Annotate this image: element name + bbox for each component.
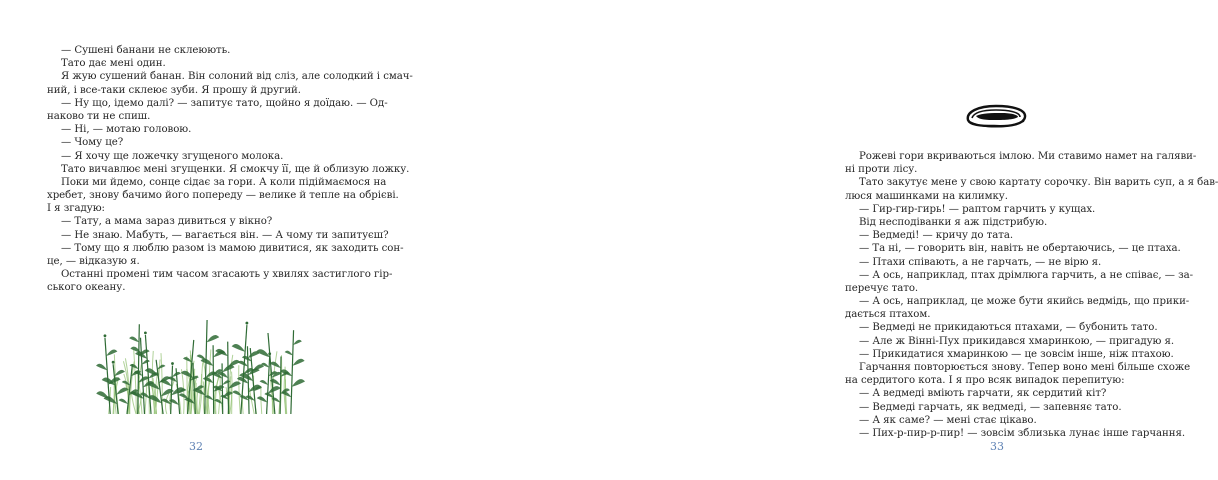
grass-blade xyxy=(239,365,240,414)
grass-stem xyxy=(291,330,294,414)
grass-leaf xyxy=(292,379,305,387)
text-line: — Чому це? xyxy=(61,137,124,149)
grass-seed xyxy=(112,361,115,364)
text-line: — Птахи співають, а не гарчать, — не вірю я. xyxy=(859,256,1102,268)
grass-leaf xyxy=(260,380,269,385)
grass-leaf xyxy=(232,344,245,352)
text-line: на сердитого кота. І я про всяк випадок перепитую: xyxy=(845,375,1125,387)
grass-leaf xyxy=(119,399,128,404)
grass-leaf xyxy=(96,364,107,370)
grass-seed xyxy=(245,322,248,325)
grass-leaf xyxy=(114,370,125,376)
text-line: — Гир-гир-гирь! — раптом гарчить у кущах. xyxy=(859,203,1096,215)
grass-stem xyxy=(228,342,229,414)
page-number-right: 33 xyxy=(990,440,1004,453)
grass-stem xyxy=(213,345,214,414)
text-line: — Ведмеді! — кричу до тата. xyxy=(859,230,1014,242)
text-line: — А ось, наприклад, птах дрімлюга гарчить, а не співає, — за- xyxy=(859,269,1193,281)
text-line: Тато вичавлює мені згущенки. Я смокчу її, ще й облизую ложку. xyxy=(61,163,410,175)
text-line: ний, і все-таки склеює зуби. Я прошу й другий. xyxy=(47,84,301,96)
grass-leaf xyxy=(270,362,281,368)
text-line: — Прикидатися хмаринкою — це зовсім інше, ніж птахою. xyxy=(859,348,1174,360)
left-page xyxy=(0,0,413,480)
text-line: — Ведмеді гарчать, як ведмеді, — запевняє тато. xyxy=(859,401,1122,413)
text-line: ні проти лісу. xyxy=(845,164,918,176)
text-line: — А ведмеді вміють гарчати, як сердитий кіт? xyxy=(859,388,1107,400)
text-line: Поки ми йдемо, сонце сідає за гори. А коли підіймаємося на xyxy=(61,176,387,188)
text-line: ського океану. xyxy=(47,282,126,294)
left-page-text xyxy=(47,44,413,295)
text-line: Гарчання повторюється знову. Тепер воно мені більше схоже xyxy=(859,362,1191,373)
right-page-text xyxy=(845,150,1218,440)
text-line: — А ось, наприклад, це може бути якийсь ведмідь, що прики- xyxy=(859,296,1190,308)
grass-leaf xyxy=(130,364,139,369)
grass-seed xyxy=(144,332,147,335)
text-line: — Ну що, ідемо далі? — запитує тато, щойно я доїдаю. — Од- xyxy=(61,97,388,109)
text-line: наково ти не спиш. xyxy=(47,110,151,122)
grass-leaf xyxy=(207,335,220,342)
grass-stem xyxy=(250,348,256,414)
grass-leaf xyxy=(203,377,214,383)
text-line: Я жую сушений банан. Він солоний від сліз, але солодкий і смач- xyxy=(61,71,413,83)
grass-leaf xyxy=(292,359,304,366)
grass-leaf xyxy=(257,396,267,402)
grass-stem xyxy=(105,338,110,414)
grass-leaf xyxy=(268,386,281,394)
text-line: Тато дає мені один. xyxy=(61,58,166,70)
text-line: дається птахом. xyxy=(845,309,931,321)
text-line: — Я хочу ще ложечку згущеного молока. xyxy=(61,150,284,162)
grass-leaf xyxy=(106,349,117,355)
text-line: — Ні, — мотаю головою. xyxy=(61,124,192,136)
grass-leaf xyxy=(282,392,292,398)
grass-stem xyxy=(222,363,223,414)
grass-seed xyxy=(104,334,107,337)
text-line: — Тому що я люблю разом із мамою дивитися, як заходить сон- xyxy=(61,242,404,254)
grass-illustration xyxy=(100,306,300,416)
hat-illustration xyxy=(962,98,1032,130)
text-line: І я згадую: xyxy=(47,203,105,215)
grass-blade xyxy=(197,392,198,414)
text-line: Рожеві гори вкриваються імлою. Ми ставимо намет на галяви- xyxy=(859,151,1197,162)
text-line: Останні промені тим часом згасають у хвилях застиглого гір- xyxy=(61,269,393,281)
text-line: — Сушені банани не склеюють. xyxy=(61,45,231,56)
text-line: — Та ні, — говорить він, навіть не обертаючись, — це птаха. xyxy=(859,243,1181,255)
right-page xyxy=(400,0,1218,480)
text-line: Від несподіванки я аж підстрибую. xyxy=(859,216,1048,228)
text-line: — Ведмеді не прикидаються птахами, — бубонить тато. xyxy=(859,322,1158,334)
grass-stem xyxy=(241,325,247,414)
text-line: — Тату, а мама зараз дивиться у вікно? xyxy=(61,216,273,228)
grass-leaf xyxy=(238,361,248,367)
text-line: — Пих-р-пир-р-пир! — зовсім зблизька лунає інше гарчання. xyxy=(859,427,1186,439)
grass-stem xyxy=(267,356,270,414)
grass-leaf xyxy=(142,360,150,365)
grass-stem xyxy=(247,346,249,414)
text-line: люся машинками на килимку. xyxy=(845,190,1008,202)
grass-blade xyxy=(134,350,137,414)
grass-leaf xyxy=(232,391,242,397)
text-line: — Але ж Вінні-Пух прикидався хмаринкою, — пригадую я. xyxy=(859,335,1175,347)
text-line: перечує тато. xyxy=(845,282,919,294)
text-line: це, — відказую я. xyxy=(47,256,140,267)
grass-leaf xyxy=(293,340,302,345)
grass-leaf xyxy=(129,336,139,342)
text-line: Тато закутує мене у свою картату сорочку. Він варить суп, а я бав- xyxy=(859,177,1218,189)
grass-leaf xyxy=(205,395,214,400)
grass-seed xyxy=(171,362,174,365)
grass-leaf xyxy=(285,351,293,356)
text-line: — Не знаю. Мабуть, — вагається він. — А чому ти запитуєш? xyxy=(61,229,389,241)
text-line: хребет, знову бачимо його попереду — велике й тепле на обрієві. xyxy=(47,190,399,202)
grass-blade xyxy=(187,356,188,414)
page-number-left: 32 xyxy=(189,440,203,453)
text-line: — А як саме? — мені стає цікаво. xyxy=(859,414,1037,426)
